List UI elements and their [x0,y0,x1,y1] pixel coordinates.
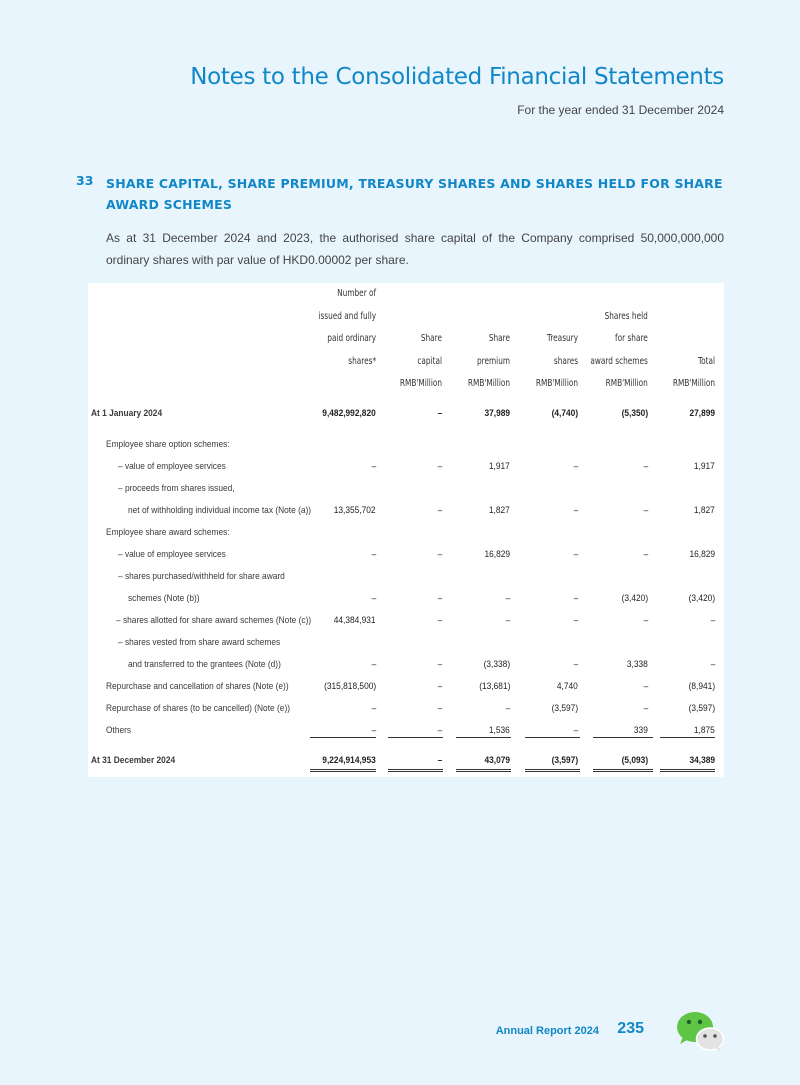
table-cell: – [573,593,578,604]
column-header-line: premium [476,355,510,367]
table-cell: (3,420) [621,593,648,604]
table-cell: – [437,725,442,736]
table-row [88,545,724,565]
column-header-line [673,306,715,329]
table-row [88,404,724,424]
column-header-line: RMB'Million [535,378,578,390]
total-double-rule [660,769,715,772]
table-cell: – [643,615,648,626]
table-cell: – [371,593,376,604]
column-header-share-capital [400,283,442,396]
total-double-rule [456,769,511,772]
row-label: – shares vested from share award schemes [118,637,281,648]
row-label: Others [106,725,132,736]
column-header-line [468,283,510,306]
row-label: Employee share option schemes: [106,439,230,450]
subtotal-rule [310,737,376,738]
table-cell: – [437,593,442,604]
column-header-line [400,283,442,306]
column-header-line: Total [697,355,715,367]
subtotal-rule [660,737,715,738]
column-header-line: capital [417,355,442,367]
table-cell: – [371,659,376,670]
column-header-line: Share [420,333,442,345]
table-cell: – [643,549,648,560]
table-row [88,655,724,675]
row-label: net of withholding individual income tax (Note (a)) [128,505,312,516]
table-cell: – [573,659,578,670]
table-cell: 43,079 [484,755,510,766]
page-subtitle: For the year ended 31 December 2024 [517,103,724,117]
table-cell: – [437,461,442,472]
table-cell: – [643,703,648,714]
column-header-line: Shares held [604,310,648,322]
total-double-rule [593,769,653,772]
table-cell: 339 [634,725,648,736]
row-label: – shares allotted for share award schemes (Note (c)) [116,615,312,626]
column-header-line: for share [615,333,648,345]
table-cell: – [573,549,578,560]
column-header-line [536,306,578,329]
table-cell: 1,917 [489,461,510,472]
section-number: 33 [76,173,94,188]
column-header-line [673,328,715,351]
table-cell: – [643,681,648,692]
table-cell: 34,389 [689,755,715,766]
table-cell: – [437,615,442,626]
table-cell: 1,875 [694,725,715,736]
table-cell: (315,818,500) [323,681,376,692]
column-header-line [591,283,648,306]
table-row [88,677,724,697]
table-row [88,699,724,719]
table-cell: 16,829 [484,549,510,560]
row-label: At 31 December 2024 [91,755,176,766]
footer-label: Annual Report 2024 [495,1025,599,1037]
row-label: – value of employee services [118,549,226,560]
table-cell: – [573,615,578,626]
table-cell: – [437,549,442,560]
table-cell: 1,536 [489,725,510,736]
table-row [88,611,724,631]
column-header-line [536,283,578,306]
table-row [88,589,724,609]
row-label: – shares purchased/withheld for share award [118,571,285,582]
table-cell: – [371,725,376,736]
table-row [88,721,724,741]
table-row [88,751,724,771]
column-header-line [468,306,510,329]
row-label: – value of employee services [118,461,226,472]
table-cell: 1,917 [694,461,715,472]
table-cell: 9,482,992,820 [322,408,376,419]
column-header-line: RMB'Million [399,378,442,390]
table-row [88,435,724,455]
wechat-logo [675,1010,725,1052]
column-header-line: Treasury [546,333,578,345]
wechat-eye [687,1020,691,1024]
table-cell: 4,740 [557,681,578,692]
table-cell: – [437,659,442,670]
column-header-line [318,373,376,396]
subtotal-rule [525,737,580,738]
table-cell: – [371,549,376,560]
page-number: 235 [617,1020,644,1037]
table-cell: 37,989 [484,408,510,419]
table-cell: – [437,681,442,692]
table-cell: – [505,593,510,604]
column-header-share-premium [468,283,510,396]
section-title: SHARE CAPITAL, SHARE PREMIUM, TREASURY SHARES AND SHARES HELD FOR SHARE AWARD SCHEMES [106,176,723,212]
table-cell: – [573,505,578,516]
row-label: schemes (Note (b)) [128,593,200,604]
table-cell: – [437,505,442,516]
column-header-shares [318,283,376,396]
wechat-eye [698,1020,702,1024]
table-row [88,479,724,499]
row-label: and transferred to the grantees (Note (d)) [128,659,281,670]
table-cell: 1,827 [489,505,510,516]
total-double-rule [388,769,443,772]
row-label: Employee share award schemes: [106,527,230,538]
section-intro: As at 31 December 2024 and 2023, the authorised share capital of the Company comprised 50,000,000,000 ordinary shares with par value of HKD0.00002 per share. [106,231,724,267]
table-cell: 16,829 [689,549,715,560]
table-cell: – [643,461,648,472]
table-cell: – [573,725,578,736]
total-double-rule [525,769,580,772]
column-header-line: award schemes [590,355,648,367]
table-cell: 9,224,914,953 [322,755,376,766]
row-label: Repurchase and cancellation of shares (Note (e)) [106,681,289,692]
table-cell: (4,740) [551,408,578,419]
table-cell: (3,338) [483,659,510,670]
table-cell: (5,093) [621,755,648,766]
wechat-bubble-small [697,1028,724,1050]
column-header-line: Share [488,333,510,345]
subtotal-rule [456,737,511,738]
column-header-line: shares* [348,355,376,367]
page-title: Notes to the Consolidated Financial Statements [190,64,724,90]
column-header-line: RMB'Million [672,378,715,390]
column-header-line: shares [553,355,578,367]
table-cell: 1,827 [694,505,715,516]
row-label: – proceeds from shares issued, [118,483,235,494]
table-row [88,567,724,587]
subtotal-rule [593,737,653,738]
total-double-rule [310,769,376,772]
row-label: Repurchase of shares (to be cancelled) (Note (e)) [106,703,291,714]
table-cell: – [505,615,510,626]
table-cell: 13,355,702 [334,505,376,516]
column-header-line: Number of [337,288,376,299]
table-cell: (3,597) [688,703,715,714]
wechat-eye [713,1034,717,1038]
table-cell: (3,597) [551,703,578,714]
wechat-eye [703,1034,707,1038]
column-header-line: RMB'Million [467,378,510,390]
table-cell: – [437,408,442,419]
table-cell: – [573,461,578,472]
table-cell: – [371,703,376,714]
subtotal-rule [388,737,443,738]
column-header-shares-held [591,283,648,396]
table-cell: – [710,659,715,670]
table-cell: (5,350) [621,408,648,419]
table-cell: 27,899 [689,408,715,419]
table-cell: 3,338 [627,659,648,670]
table-row [88,501,724,521]
column-header-line: issued and fully [318,310,376,322]
table-cell: – [710,615,715,626]
table-cell: – [437,755,442,766]
column-header-treasury-shares [536,283,578,396]
row-label: At 1 January 2024 [91,408,163,419]
column-header-line: paid ordinary [327,333,376,345]
table-cell: (3,597) [551,755,578,766]
table-cell: 44,384,931 [334,615,376,626]
table-row [88,633,724,653]
table-row [88,523,724,543]
table-cell: – [505,703,510,714]
table-cell: (3,420) [688,593,715,604]
table-cell: – [371,461,376,472]
column-header-line [673,283,715,306]
table-cell: (13,681) [478,681,510,692]
table-cell: – [437,703,442,714]
table-cell: – [643,505,648,516]
table-cell: (8,941) [688,681,715,692]
column-header-line: RMB'Million [605,378,648,390]
share-capital-table [88,283,724,777]
table-row [88,457,724,477]
column-header-total [673,283,715,396]
column-header-line [400,306,442,329]
